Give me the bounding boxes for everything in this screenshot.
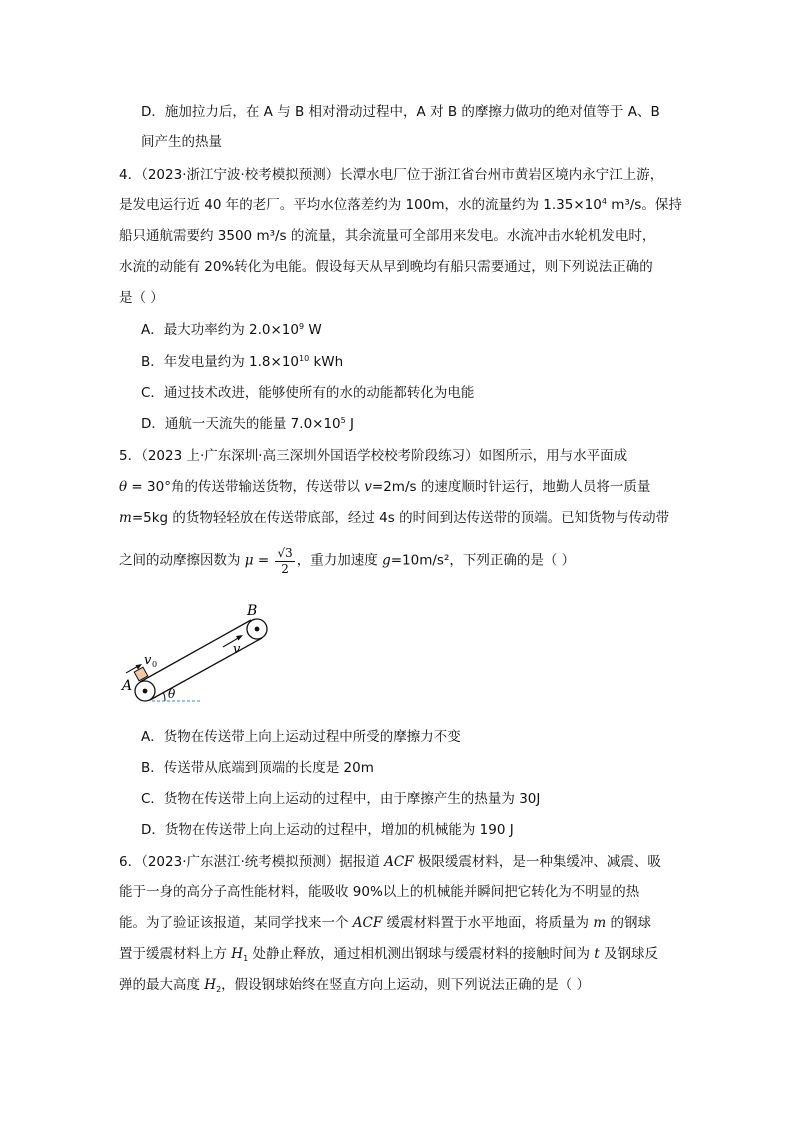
q5-stem-line2: θ = 30°角的传送带输送货物，传送带以 v=2m/s 的速度顺时针运行，地勤人员将一质量 <box>119 479 651 495</box>
q4-option-b: B．年发电量约为 $1.8\times 10^{10}$ kWh <box>141 354 344 370</box>
theta-arc <box>163 692 165 701</box>
q5-option-a: A．货物在传送带上向上运动过程中所受的摩擦力不变 <box>141 729 461 745</box>
q4-stem-line2: 是发电运行近 40 年的老厂。平均水位落差约为 100m，水的流量约为 $1.35\times 10^4$ m³/s。保持 <box>119 197 682 213</box>
q4-option-d: D．通航一天流失的能量 $7.0\times 10^5$ J <box>141 416 355 432</box>
q3-option-d-line2: 间产生的热量 <box>141 134 222 150</box>
q4-stem-line1: 4．（2023·浙江宁波·校考模拟预测）长潭水电厂位于浙江省台州市黄岩区境内永宁江上游， <box>119 167 664 183</box>
q5-stem-line4: 之间的动摩擦因数为 μ = $\frac{√3}{2}$ ，重力加速度 g=10m/s²，下列正确的是（ ） <box>119 546 576 576</box>
label-v0: v <box>144 653 152 668</box>
q4-option-a: A．最大功率约为 $2.0\times 10^9$ W <box>141 322 322 338</box>
q5-option-d: D．货物在传送带上向上运动的过程中，增加的机械能为 190 J <box>141 822 514 838</box>
belt-bottom-edge <box>150 638 262 700</box>
sqrt3-over-2-fraction: $\frac{√3}{2}$ <box>277 546 293 576</box>
q4-option-c: C．通过技术改进，能够使所有的水的动能都转化为电能 <box>141 385 475 401</box>
q6-stem-line5: 弹的最大高度 $H_2$，假设钢球始终在竖直方向上运动，则下列说法正确的是（ ） <box>119 977 590 994</box>
top-pulley-axle <box>255 627 260 632</box>
q4-stem-line4: 水流的动能有 20%转化为电能。假设每天从早到晚均有船只需要通过，则下列说法正确的 <box>119 259 653 275</box>
q4-stem-line5: 是（ ） <box>119 290 164 306</box>
label-v0-subscript: 0 <box>152 660 158 669</box>
q6-stem-line3: 能。为了验证该报道，某同学找来一个 ACF 缓震材料置于水平地面，将质量为 m 的钢球 <box>119 915 651 931</box>
q6-stem-line1: 6．（2023·广东湛江·统考模拟预测）据报道 ACF 极限缓震材料，是一种集缓冲、减震、吸 <box>119 854 661 870</box>
q6-stem-line4: 置于缓震材料上方 $H_1$ 处静止释放，通过相机测出钢球与缓震材料的接触时间为 t 及钢球反 <box>119 946 658 963</box>
q5-stem-line3: m=5kg 的货物轻轻放在传送带底部，经过 4s 的时间到达传送带的顶端。已知货物与传动带 <box>119 510 670 526</box>
q3-option-d-line1: D．施加拉力后，在 A 与 B 相对滑动过程中，A 对 B 的摩擦力做功的绝对值等于 A、B <box>141 104 660 120</box>
q5-option-b: B．传送带从底端到顶端的长度是 20m <box>141 760 374 776</box>
label-b: B <box>247 603 258 619</box>
label-theta: θ <box>168 687 176 701</box>
q6-stem-line2: 能于一身的高分子高性能材料，能吸收 90%以上的机械能并瞬间把它转化为不明显的热 <box>119 884 640 900</box>
q5-stem-line1: 5．（2023 上·广东深圳·高三深圳外国语学校校考阶段练习）如图所示，用与水平面成 <box>119 448 628 464</box>
label-a: A <box>122 678 133 694</box>
q5-option-c: C．货物在传送带上向上运动的过程中，由于摩擦产生的热量为 30J <box>141 791 541 807</box>
v-arrowhead <box>236 635 243 641</box>
label-v: v <box>233 642 241 657</box>
bottom-pulley-axle <box>143 689 148 694</box>
q4-stem-line3: 船只通航需要约 3500 m³/s 的流量，其余流量可全部用来发电。水流冲击水轮机发电时， <box>119 228 656 244</box>
conveyor-belt-figure <box>110 595 280 710</box>
